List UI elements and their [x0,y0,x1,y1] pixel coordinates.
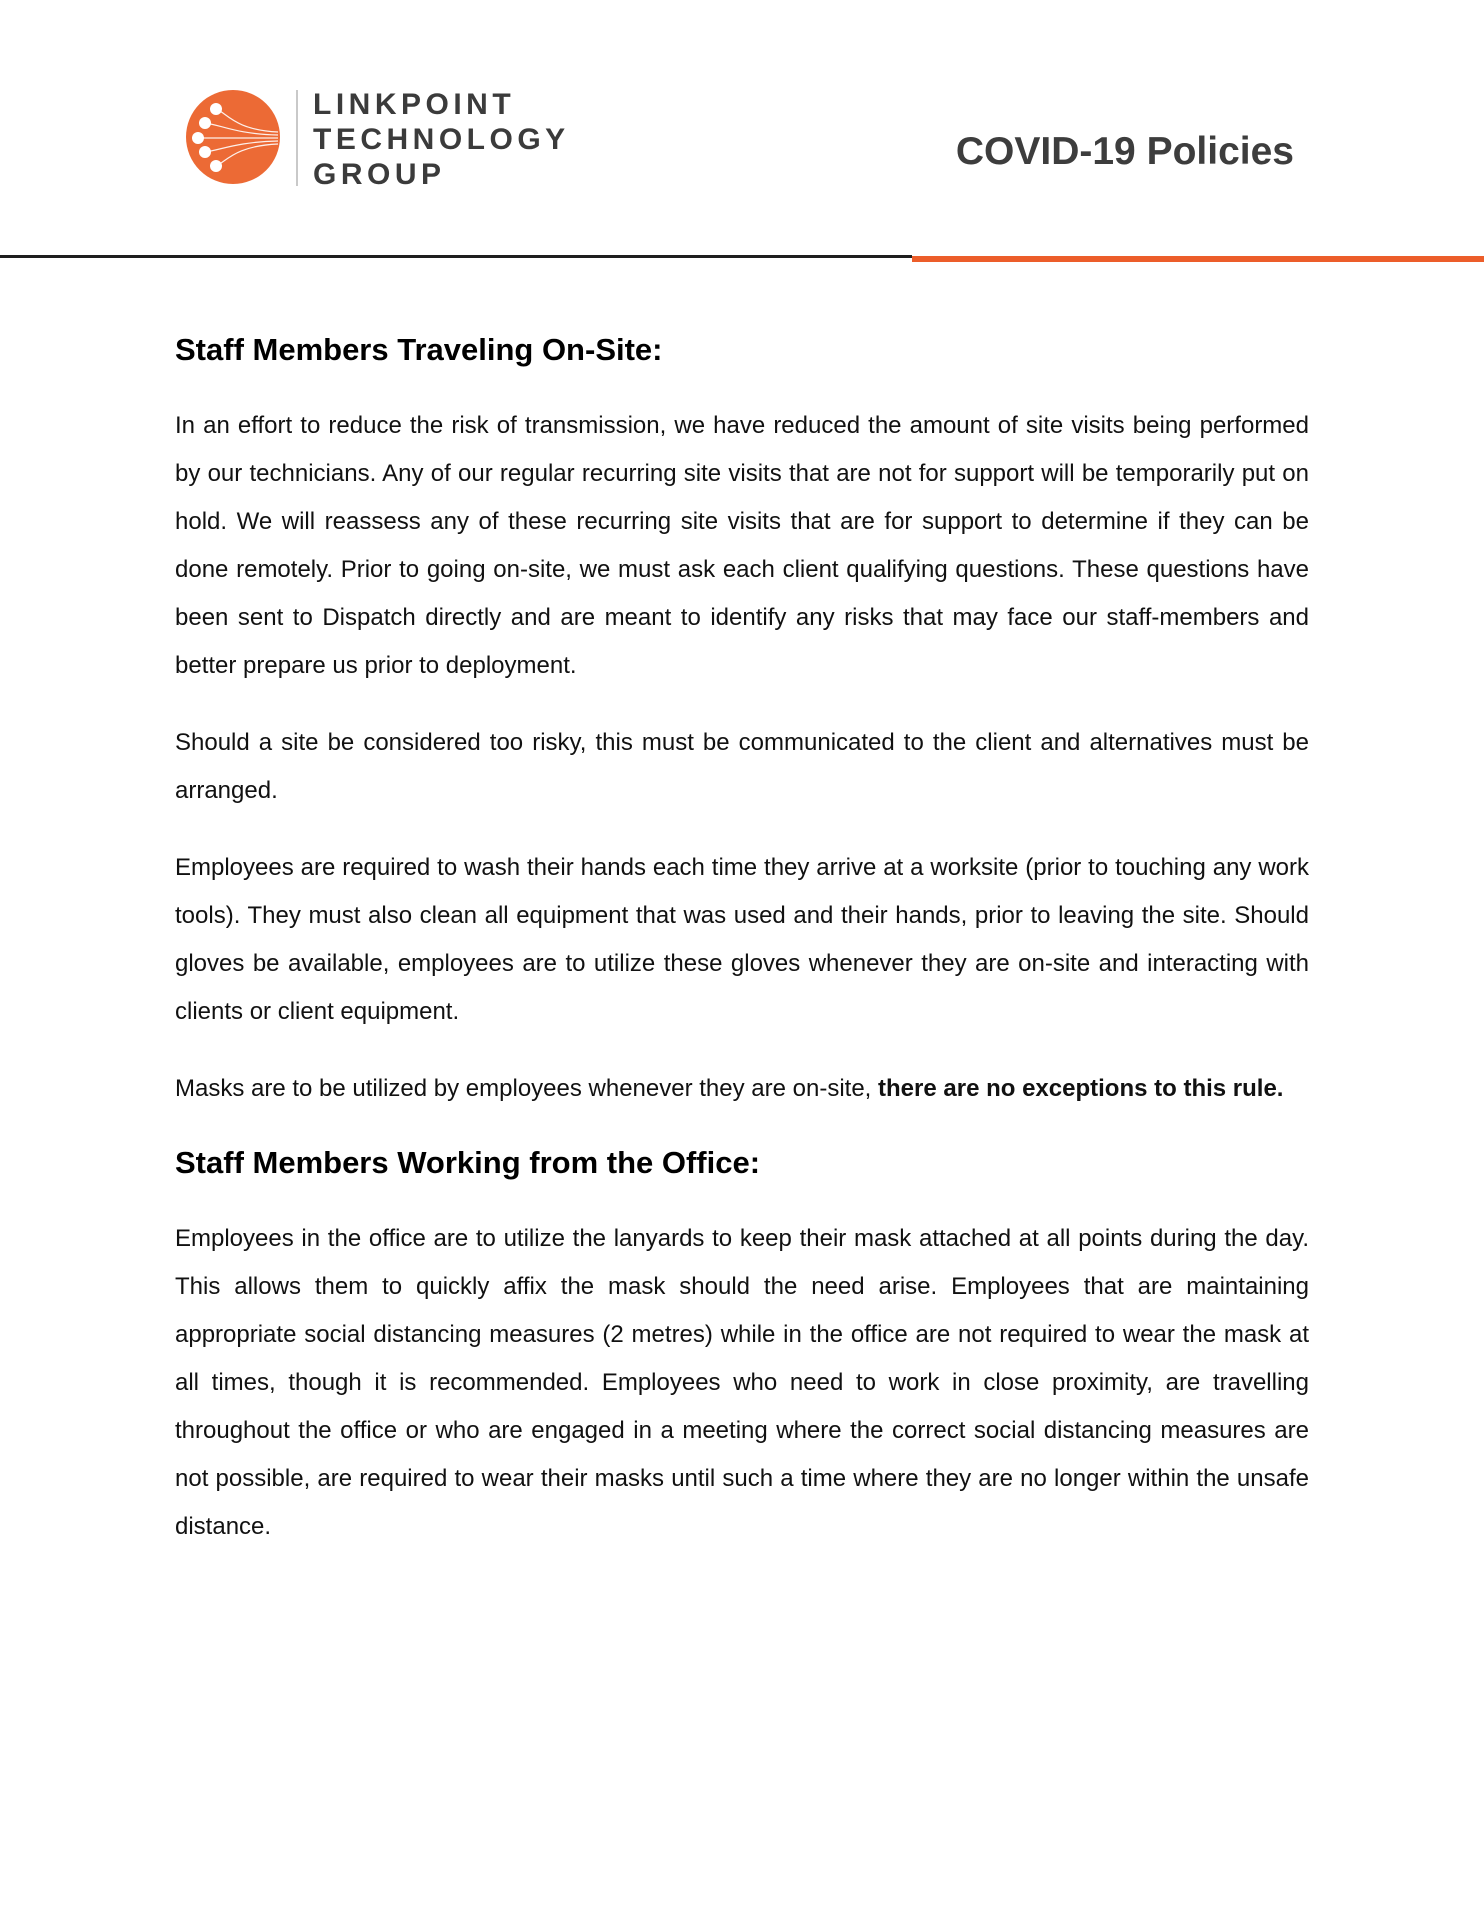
paragraph-office-lanyards: Employees in the office are to utilize the lanyards to keep their mask attached at all points during the day. This allows them to quickly affix the mask should the need arise. Employees that are maintaining appropriate social distancing measures (2 metres) while in the office are not required to wear the mask at all times, though it is recommended. Employees who need to work in close proximity, are travelling throughout the office or who are engaged in a meeting where the correct social distancing measures are not possible, are required to wear their masks until such a time where they are no longer within the unsafe distance. [175,1225,1309,1540]
paragraph-masks [175,1065,1309,1113]
logo-divider [296,90,298,186]
paragraph-site-visits: In an effort to reduce the risk of transmission, we have reduced the amount of site visits being performed by our technicians. Any of our regular recurring site visits that are not for support will be temporarily put on hold. We will reassess any of these recurring site visits that are for support to determine if they can be done remotely. Prior to going on-site, we must ask each client qualifying questions. These questions have been sent to Dispatch directly and are meant to identify any risks that may face our staff-members and better prepare us prior to deployment. [175,412,1309,679]
section-heading-office: Staff Members Working from the Office: [175,1145,761,1180]
header-rule-accent [912,256,1484,262]
company-logo [186,88,570,191]
logo-line-1: LINKPOINT [313,88,516,121]
logo-line-2: TECHNOLOGY [313,123,570,156]
logo-wordmark [313,87,570,192]
header-rule-dark [0,255,912,258]
document-body [175,320,1309,1551]
paragraph-hand-washing: Employees are required to wash their hands each time they arrive at a worksite (prior to touching any work tools). They must also clean all equipment that was used and their hands, prior to leaving the site. Should gloves be available, employees are to utilize these gloves whenever they are on-site and interacting with clients or client equipment. [175,854,1309,1025]
section-heading-traveling: Staff Members Traveling On-Site: [175,332,663,367]
document-title: COVID-19 Policies [955,130,1294,173]
logo-line-3: GROUP [313,158,446,191]
masks-emphasis: there are no exceptions to this rule. [878,1075,1284,1102]
paragraph-risky-sites: Should a site be considered too risky, this must be communicated to the client and alternatives must be arranged. [175,729,1309,804]
linkpoint-circle-logo-icon [186,90,280,184]
masks-text: Masks are to be utilized by employees whenever they are on-site, [175,1075,879,1102]
